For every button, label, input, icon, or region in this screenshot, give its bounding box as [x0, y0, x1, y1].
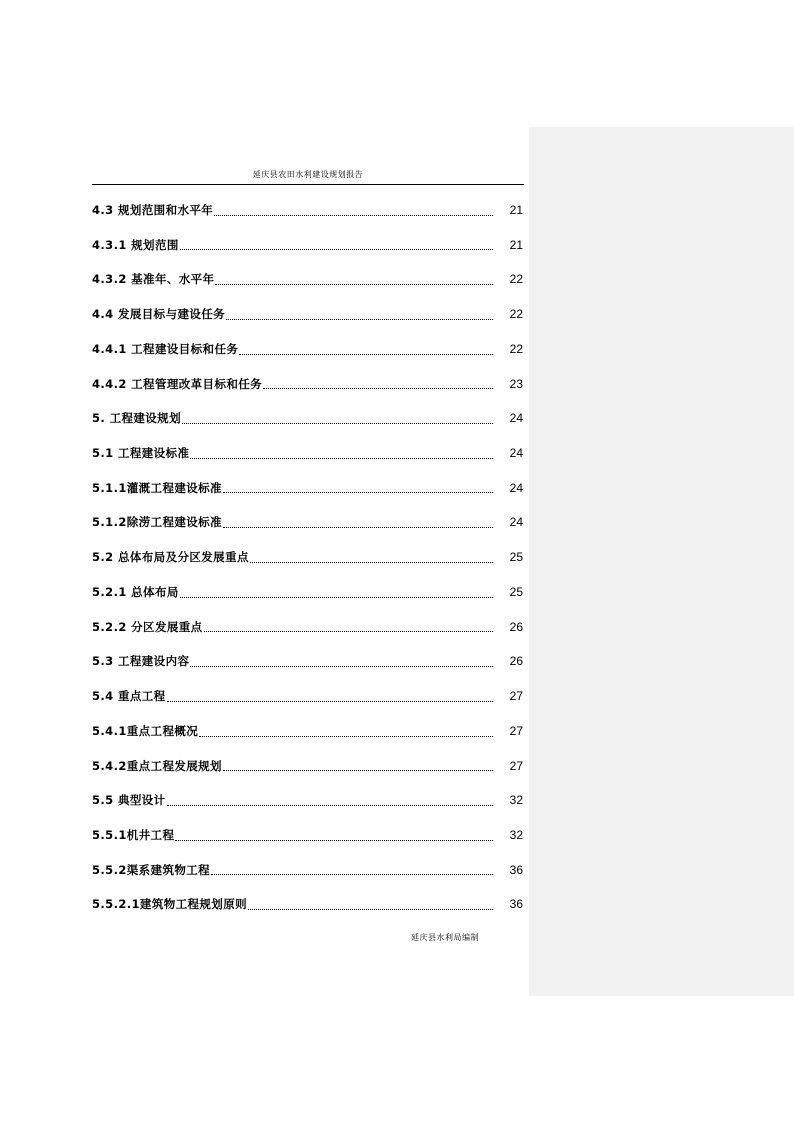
- toc-entry[interactable]: [92, 684, 523, 719]
- page-footer: [380, 932, 510, 944]
- toc-entry-title: 5.2 总体布局及分区发展重点: [92, 550, 249, 565]
- toc-entry-page-number: 24: [509, 480, 523, 495]
- toc-entry[interactable]: [92, 198, 523, 233]
- toc-entry[interactable]: [92, 858, 523, 893]
- toc-entry-page-number: 21: [509, 237, 523, 252]
- toc-dot-leader: [223, 526, 493, 528]
- toc-entry-title: 5.1 工程建设标准: [92, 446, 190, 461]
- toc-entry-page-number: 26: [509, 619, 523, 634]
- toc-entry[interactable]: [92, 267, 523, 302]
- toc-entry-title: 5.1.2除涝工程建设标准: [92, 515, 222, 530]
- toc-entry-title: 5.4.2重点工程发展规划: [92, 758, 222, 773]
- toc-entry[interactable]: [92, 649, 523, 684]
- toc-entry[interactable]: [92, 545, 523, 580]
- toc-entry-page-number: 27: [509, 723, 523, 738]
- toc-entry[interactable]: [92, 719, 523, 754]
- toc-entry[interactable]: [92, 510, 523, 545]
- toc-dot-leader: [214, 214, 493, 216]
- toc-dot-leader: [190, 665, 493, 667]
- toc-entry-title: 5.4.1重点工程概况: [92, 723, 199, 738]
- toc-entry[interactable]: [92, 754, 523, 789]
- toc-entry-title: 5.2.1 总体布局: [92, 584, 179, 599]
- toc-entry-title: 5.5.2.1建筑物工程规划原则: [92, 897, 248, 912]
- header-title: 延庆县农田水利建设规划报告: [252, 170, 364, 179]
- toc-dot-leader: [215, 283, 493, 285]
- toc-entry-page-number: 24: [509, 411, 523, 426]
- toc-dot-leader: [248, 908, 493, 910]
- toc-entry[interactable]: [92, 233, 523, 268]
- toc-entry-title: 4.4 发展目标与建设任务: [92, 307, 226, 322]
- toc-entry-page-number: 24: [509, 446, 523, 461]
- toc-entry-page-number: 21: [509, 203, 523, 217]
- toc-entry-title: 5.2.2 分区发展重点: [92, 619, 203, 634]
- toc-entry[interactable]: [92, 302, 523, 337]
- toc-dot-leader: [199, 735, 493, 737]
- toc-entry-title: 5.5 典型设计: [92, 793, 166, 808]
- toc-dot-leader: [223, 769, 493, 771]
- toc-entry-page-number: 22: [509, 307, 523, 322]
- toc-entry-page-number: 22: [509, 272, 523, 287]
- toc-entry-title: 4.3 规划范围和水平年: [92, 203, 214, 217]
- toc-entry-title: 4.4.2 工程管理改革目标和任务: [92, 376, 263, 391]
- toc-entry[interactable]: [92, 892, 523, 927]
- toc-entry-title: 4.3.2 基准年、水平年: [92, 272, 215, 287]
- toc-entry-title: 5.5.1机井工程: [92, 827, 175, 842]
- page-header: [92, 169, 524, 185]
- toc-entry-page-number: 23: [509, 376, 523, 391]
- toc-dot-leader: [204, 630, 493, 632]
- toc-entry-page-number: 25: [509, 550, 523, 565]
- toc-entry[interactable]: [92, 372, 523, 407]
- toc-entry-title: 5.4 重点工程: [92, 689, 166, 704]
- toc-entry[interactable]: [92, 823, 523, 858]
- footer-text: 延庆县水利局编制: [411, 933, 479, 942]
- toc-entry-page-number: 36: [509, 862, 523, 877]
- toc-entry[interactable]: [92, 476, 523, 511]
- toc-entry[interactable]: [92, 615, 523, 650]
- toc-dot-leader: [190, 457, 493, 459]
- toc-entry-page-number: 22: [509, 341, 523, 356]
- toc-dot-leader: [226, 318, 493, 320]
- toc-entry-page-number: 32: [509, 827, 523, 842]
- toc-entry[interactable]: [92, 441, 523, 476]
- toc-entry-title: 4.4.1 工程建设目标和任务: [92, 341, 239, 356]
- toc-dot-leader: [180, 596, 493, 598]
- toc-dot-leader: [182, 422, 493, 424]
- toc-dot-leader: [175, 839, 493, 841]
- toc-dot-leader: [250, 561, 493, 563]
- comment-pane: [529, 127, 794, 996]
- toc-entry[interactable]: [92, 788, 523, 823]
- toc-dot-leader: [167, 700, 493, 702]
- toc-entry-page-number: 26: [509, 654, 523, 669]
- toc-dot-leader: [211, 873, 493, 875]
- toc-entry-title: 5. 工程建设规划: [92, 411, 181, 426]
- toc-entry-page-number: 27: [509, 689, 523, 704]
- toc-entry-title: 5.5.2渠系建筑物工程: [92, 862, 211, 877]
- toc-dot-leader: [263, 387, 493, 389]
- toc-dot-leader: [223, 491, 493, 493]
- toc-entry-page-number: 32: [509, 793, 523, 808]
- toc-entry-page-number: 36: [509, 897, 523, 912]
- toc-entry-title: 4.3.1 规划范围: [92, 237, 179, 252]
- table-of-contents: [92, 198, 523, 927]
- toc-entry[interactable]: [92, 580, 523, 615]
- toc-entry[interactable]: [92, 406, 523, 441]
- toc-dot-leader: [180, 248, 493, 250]
- toc-dot-leader: [167, 804, 493, 806]
- toc-entry-page-number: 27: [509, 758, 523, 773]
- toc-entry-page-number: 24: [509, 515, 523, 530]
- toc-entry[interactable]: [92, 337, 523, 372]
- toc-dot-leader: [239, 353, 493, 355]
- toc-entry-title: 5.1.1灌溉工程建设标准: [92, 480, 222, 495]
- toc-entry-page-number: 25: [509, 584, 523, 599]
- toc-entry-title: 5.3 工程建设内容: [92, 654, 190, 669]
